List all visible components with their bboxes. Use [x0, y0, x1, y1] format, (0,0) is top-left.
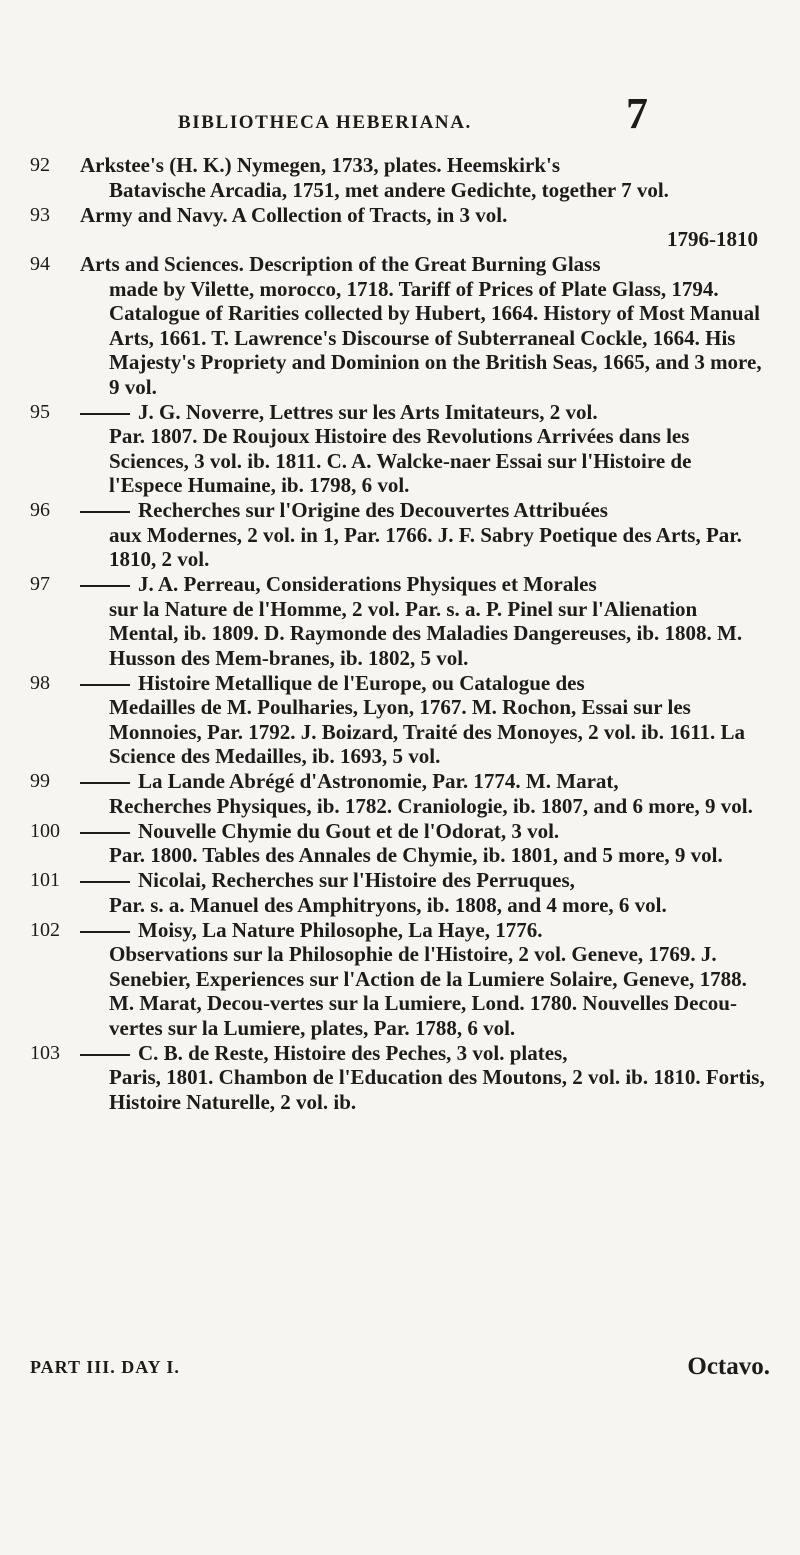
entry-first-line: Histoire Metallique de l'Europe, ou Catalogue des: [138, 670, 585, 695]
entry-first-line: Nicolai, Recherches sur l'Histoire des Perruques,: [138, 868, 575, 892]
lot-number: 100: [30, 819, 60, 842]
entry-first-line: J. A. Perreau, Considerations Physiques et Morales: [138, 572, 597, 596]
lot-number: 94: [30, 253, 50, 275]
ditto-dash: [80, 931, 130, 933]
lot-number: 97: [30, 573, 50, 595]
page-number: 7: [626, 89, 648, 138]
catalogue-entry: [30, 252, 770, 399]
signature-mark: PART III. DAY I.: [30, 1357, 180, 1377]
lot-number: 102: [30, 918, 60, 941]
lot-number: 95: [30, 400, 50, 423]
page-header: [0, 88, 800, 148]
catalogue-entry: [30, 400, 770, 498]
ditto-dash: [80, 832, 130, 834]
entry-continuation: aux Modernes, 2 vol. in 1, Par. 1766. J. F. Sabry Poetique des Arts, Par. 1810, 2 vol.: [109, 522, 742, 571]
format-catchword: Octavo.: [687, 1353, 770, 1380]
catalogue-entry: [30, 918, 770, 1041]
entry-first-line: J. G. Noverre, Lettres sur les Arts Imitateurs, 2 vol.: [138, 399, 598, 424]
lot-number: 98: [30, 671, 50, 694]
entry-first-line: Arts and Sciences. Description of the Great Burning Glass: [80, 252, 601, 276]
entry-continuation: Paris, 1801. Chambon de l'Education des Moutons, 2 vol. ib. 1810. Fortis, Histoire Naturelle, 2 vol. ib.: [109, 1065, 765, 1114]
entry-first-line: Moisy, La Nature Philosophe, La Haye, 1776.: [138, 917, 543, 942]
entry-first-line: Arkstee's (H. K.) Nymegen, 1733, plates. Heemskirk's: [80, 153, 561, 177]
ditto-dash: [80, 585, 130, 587]
entry-first-line: Army and Navy. A Collection of Tracts, in 3 vol.: [80, 202, 508, 227]
lot-number: 103: [30, 1041, 60, 1064]
entry-continuation: Par. 1800. Tables des Annales de Chymie, ib. 1801, and 5 more, 9 vol.: [109, 843, 723, 867]
running-title: BIBLIOTHECA HEBERIANA.: [178, 112, 472, 133]
entry-continuation: Observations sur la Philosophie de l'Histoire, 2 vol. Geneve, 1769. J. Senebier, Experiences sur l'Action de la Lumiere Solaire, Geneve, 1788. M. Marat, Decou-vertes sur la Lumiere, Lond. 1780. Nouvelles Decou-vertes sur la Lumiere, plates, Par. 1788, 6 vol.: [109, 942, 747, 1040]
entry-continuation: made by Vilette, morocco, 1718. Tariff of Prices of Plate Glass, 1794. Catalogue of Rarities collected by Hubert, 1664. History of Most Manual Arts, 1661. T. Lawrence's Discourse of Subterraneal Cockle, 1664. His Majesty's Propriety and Dominion on the British Seas, 1665, and 3 more, 9 vol.: [109, 276, 762, 399]
catalogue-entry: [30, 498, 770, 572]
catalogue-entry: [30, 868, 770, 917]
entry-continuation: Par. 1807. De Roujoux Histoire des Revolutions Arrivées dans les Sciences, 3 vol. ib. 1811. C. A. Walcke-naer Essai sur l'Histoire de l'Espece Humaine, ib. 1798, 6 vol.: [109, 424, 692, 497]
entry-first-line: Recherches sur l'Origine des Decouvertes Attribuées: [138, 498, 608, 522]
lot-number: 92: [30, 154, 50, 176]
lot-number: 99: [30, 770, 50, 792]
catalogue-entry: [30, 1041, 770, 1115]
catalogue-entry: [30, 819, 770, 868]
catalogue-entry: [30, 572, 770, 670]
catalogue-entry: [30, 153, 770, 202]
lot-number: 93: [30, 203, 50, 226]
entry-imprint-date: 1796-1810: [667, 227, 758, 251]
entry-first-line: C. B. de Reste, Histoire des Peches, 3 vol. plates,: [138, 1040, 568, 1065]
catalogue-entry: [30, 671, 770, 769]
ditto-dash: [80, 782, 130, 784]
ditto-dash: [80, 413, 130, 415]
entry-continuation: Batavische Arcadia, 1751, met andere Gedichte, together 7 vol.: [109, 177, 669, 202]
catalogue-entry: [30, 769, 770, 818]
lot-number: 101: [30, 869, 60, 891]
catalogue-entry: [30, 203, 770, 252]
entry-first-line: Nouvelle Chymie du Gout et de l'Odorat, 3 vol.: [138, 818, 560, 843]
entry-continuation: Par. s. a. Manuel des Amphitryons, ib. 1808, and 4 more, 6 vol.: [109, 892, 667, 917]
entry-continuation: Recherches Physiques, ib. 1782. Craniologie, ib. 1807, and 6 more, 9 vol.: [109, 793, 753, 818]
ditto-dash: [80, 881, 130, 883]
ditto-dash: [80, 684, 130, 686]
ditto-dash: [80, 511, 130, 513]
entry-continuation: sur la Nature de l'Homme, 2 vol. Par. s. a. P. Pinel sur l'Alienation Mental, ib. 1809. D. Raymonde des Maladies Dangereuses, ib. 1808. M. Husson des Mem-branes, ib. 1802, 5 vol.: [109, 596, 743, 670]
ditto-dash: [80, 1054, 130, 1056]
lot-number: 96: [30, 499, 50, 521]
catalogue-entries: [30, 153, 770, 1115]
entry-first-line: La Lande Abrégé d'Astronomie, Par. 1774. M. Marat,: [138, 769, 619, 793]
entry-continuation: Medailles de M. Poulharies, Lyon, 1767. M. Rochon, Essai sur les Monnoies, Par. 1792. J. Boizard, Traité des Monoyes, 2 vol. ib. 1611. La Science des Medailles, ib. 1693, 5 vol.: [109, 695, 746, 768]
page-footer: [30, 1353, 770, 1383]
